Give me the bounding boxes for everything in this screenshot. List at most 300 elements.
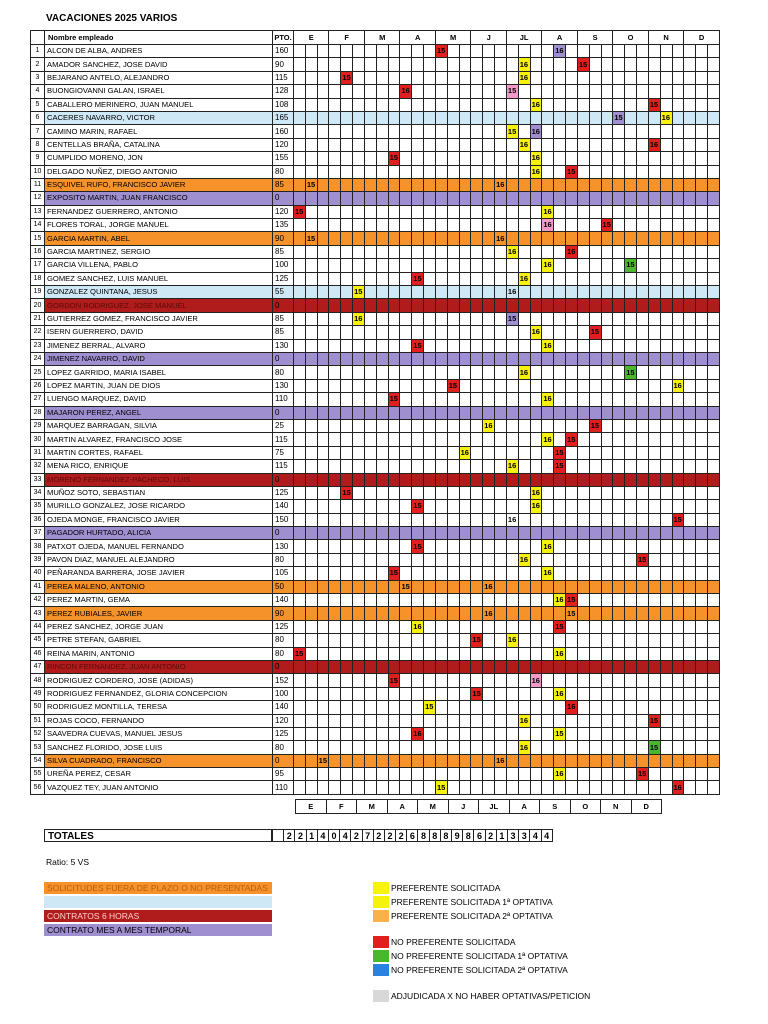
day-cell (672, 152, 684, 165)
day-cell (648, 165, 660, 178)
day-cell (483, 232, 495, 245)
day-cell (648, 754, 660, 767)
day-cell (506, 178, 518, 191)
day-cell (625, 727, 637, 740)
day-cell (376, 620, 388, 633)
day-cell (364, 85, 376, 98)
day-cell (613, 272, 625, 285)
day-cell (412, 406, 424, 419)
day-cell (483, 741, 495, 754)
day-cell (341, 674, 353, 687)
day-cell (518, 446, 530, 459)
table-row (31, 326, 720, 339)
day-cell (376, 567, 388, 580)
row-number: 13 (31, 205, 45, 218)
vacation-mark: 16 (506, 286, 518, 299)
day-cell (435, 714, 447, 727)
day-cell (707, 406, 719, 419)
day-cell (294, 674, 306, 687)
day-cell (317, 339, 329, 352)
day-cell (412, 138, 424, 151)
day-cell (601, 178, 613, 191)
day-cell (329, 768, 341, 781)
day-cell (577, 741, 589, 754)
day-cell (589, 634, 601, 647)
day-cell (364, 312, 376, 325)
day-cell (554, 701, 566, 714)
day-cell (554, 272, 566, 285)
day-cell (637, 165, 649, 178)
day-cell (707, 192, 719, 205)
day-cell (400, 379, 412, 392)
pto-value: 80 (273, 647, 294, 660)
day-cell (660, 714, 672, 727)
day-cell (684, 178, 696, 191)
day-cell (341, 85, 353, 98)
day-cell (648, 540, 660, 553)
day-cell (364, 540, 376, 553)
day-cell (648, 219, 660, 232)
day-cell (589, 299, 601, 312)
day-cell (518, 125, 530, 138)
vacation-mark: 15 (294, 205, 306, 218)
day-cell (672, 85, 684, 98)
day-cell (613, 312, 625, 325)
day-cell (364, 125, 376, 138)
day-cell (542, 178, 554, 191)
day-cell (341, 754, 353, 767)
day-cell (530, 45, 542, 58)
day-cell (353, 85, 365, 98)
vacation-mark: 16 (530, 500, 542, 513)
legend-right-label: PREFERENTE SOLICITADA (391, 883, 501, 893)
day-cell (294, 540, 306, 553)
day-cell (707, 45, 719, 58)
day-cell (589, 165, 601, 178)
day-cell (625, 125, 637, 138)
day-cell (613, 607, 625, 620)
day-cell (388, 219, 400, 232)
day-cell (696, 513, 708, 526)
day-cell (601, 567, 613, 580)
row-number: 17 (31, 259, 45, 272)
vacation-mark: 16 (672, 781, 684, 794)
day-cell (518, 513, 530, 526)
day-cell (601, 486, 613, 499)
day-cell (625, 272, 637, 285)
day-cell (648, 178, 660, 191)
day-cell (495, 58, 507, 71)
day-cell (471, 326, 483, 339)
day-cell (672, 433, 684, 446)
day-cell (376, 165, 388, 178)
table-row (31, 232, 720, 245)
vacation-mark: 15 (625, 366, 637, 379)
day-cell (376, 312, 388, 325)
day-cell (518, 299, 530, 312)
day-cell (707, 754, 719, 767)
day-cell (613, 580, 625, 593)
day-cell (684, 446, 696, 459)
row-number: 37 (31, 527, 45, 540)
day-cell (637, 178, 649, 191)
day-cell (625, 540, 637, 553)
day-cell (648, 45, 660, 58)
employee-name: JIMENEZ BERRAL, ALVARO (45, 339, 273, 352)
day-cell (294, 352, 306, 365)
day-cell (613, 620, 625, 633)
day-cell (601, 540, 613, 553)
day-cell (696, 714, 708, 727)
day-cell (506, 152, 518, 165)
day-cell (305, 781, 317, 794)
day-cell (412, 379, 424, 392)
day-cell (471, 540, 483, 553)
day-cell (376, 714, 388, 727)
day-cell (376, 594, 388, 607)
day-cell (530, 111, 542, 124)
day-cell (400, 232, 412, 245)
day-cell (577, 192, 589, 205)
day-cell (648, 312, 660, 325)
day-cell (506, 272, 518, 285)
day-cell (672, 71, 684, 84)
day-cell (554, 339, 566, 352)
day-cell (506, 259, 518, 272)
day-cell (317, 580, 329, 593)
day-cell (495, 446, 507, 459)
day-cell (707, 567, 719, 580)
day-cell (696, 245, 708, 258)
day-cell (376, 219, 388, 232)
day-cell (554, 634, 566, 647)
day-cell (435, 232, 447, 245)
day-cell (329, 192, 341, 205)
pto-value: 0 (273, 352, 294, 365)
legend-swatch (373, 964, 389, 976)
day-cell (400, 205, 412, 218)
day-cell (577, 393, 589, 406)
day-cell (400, 473, 412, 486)
row-number: 26 (31, 379, 45, 392)
header-month: M (435, 31, 470, 45)
day-cell (566, 219, 578, 232)
day-cell (589, 58, 601, 71)
footer-month: M (357, 800, 388, 814)
day-cell (447, 620, 459, 633)
day-cell (329, 419, 341, 432)
day-cell (518, 352, 530, 365)
day-cell (589, 553, 601, 566)
day-cell (589, 433, 601, 446)
day-cell (483, 45, 495, 58)
row-number: 20 (31, 299, 45, 312)
day-cell (459, 272, 471, 285)
day-cell (483, 352, 495, 365)
day-cell (495, 219, 507, 232)
day-cell (435, 138, 447, 151)
day-cell (625, 352, 637, 365)
day-cell (518, 634, 530, 647)
day-cell (341, 446, 353, 459)
day-cell (495, 620, 507, 633)
day-cell (566, 446, 578, 459)
day-cell (317, 540, 329, 553)
day-cell (376, 473, 388, 486)
day-cell (459, 607, 471, 620)
day-cell (388, 339, 400, 352)
day-cell (625, 111, 637, 124)
day-cell (341, 379, 353, 392)
vacation-mark: 16 (542, 567, 554, 580)
day-cell (447, 326, 459, 339)
day-cell (376, 259, 388, 272)
vacation-mark: 16 (483, 580, 495, 593)
day-cell (530, 714, 542, 727)
day-cell (684, 379, 696, 392)
day-cell (601, 299, 613, 312)
day-cell (684, 674, 696, 687)
day-cell (388, 620, 400, 633)
day-cell (388, 754, 400, 767)
day-cell (329, 352, 341, 365)
day-cell (625, 232, 637, 245)
day-cell (376, 152, 388, 165)
day-cell (459, 460, 471, 473)
day-cell (518, 701, 530, 714)
employee-name: AMADOR SANCHEZ, JOSE DAVID (45, 58, 273, 71)
day-cell (660, 527, 672, 540)
day-cell (672, 714, 684, 727)
table-row (31, 433, 720, 446)
day-cell (305, 741, 317, 754)
day-cell (506, 768, 518, 781)
day-cell (447, 567, 459, 580)
day-cell (447, 741, 459, 754)
day-cell (317, 98, 329, 111)
day-cell (660, 607, 672, 620)
day-cell (483, 553, 495, 566)
day-cell (506, 527, 518, 540)
day-cell (353, 553, 365, 566)
day-cell (554, 486, 566, 499)
day-cell (424, 393, 436, 406)
day-cell (613, 339, 625, 352)
day-cell (696, 727, 708, 740)
day-cell (294, 527, 306, 540)
day-cell (376, 178, 388, 191)
day-cell (495, 152, 507, 165)
day-cell (459, 393, 471, 406)
row-number: 50 (31, 701, 45, 714)
pto-value: 85 (273, 245, 294, 258)
day-cell (707, 768, 719, 781)
day-cell (660, 245, 672, 258)
day-cell (412, 714, 424, 727)
day-cell (660, 165, 672, 178)
day-cell (542, 299, 554, 312)
vacation-mark: 16 (483, 607, 495, 620)
day-cell (471, 232, 483, 245)
day-cell (400, 727, 412, 740)
pto-value: 125 (273, 727, 294, 740)
day-cell (376, 754, 388, 767)
day-cell (435, 594, 447, 607)
day-cell (577, 660, 589, 673)
day-cell (412, 754, 424, 767)
day-cell (447, 286, 459, 299)
day-cell (601, 768, 613, 781)
day-cell (459, 741, 471, 754)
day-cell (601, 419, 613, 432)
day-cell (341, 205, 353, 218)
day-cell (412, 433, 424, 446)
day-cell (589, 192, 601, 205)
day-cell (424, 125, 436, 138)
day-cell (589, 152, 601, 165)
day-cell (435, 486, 447, 499)
row-number: 36 (31, 513, 45, 526)
pto-value: 125 (273, 620, 294, 633)
day-cell (684, 245, 696, 258)
vacation-mark: 16 (554, 594, 566, 607)
day-cell (637, 58, 649, 71)
day-cell (294, 473, 306, 486)
employee-name: GORDON RODRIGUEZ, JOSE MANUEL (45, 299, 273, 312)
day-cell (660, 205, 672, 218)
day-cell (435, 727, 447, 740)
day-cell (660, 580, 672, 593)
day-cell (518, 660, 530, 673)
day-cell (341, 299, 353, 312)
day-cell (388, 165, 400, 178)
total-cell: 6 (407, 830, 418, 842)
day-cell (412, 594, 424, 607)
day-cell (294, 419, 306, 432)
day-cell (317, 58, 329, 71)
day-cell (518, 594, 530, 607)
day-cell (495, 138, 507, 151)
day-cell (696, 366, 708, 379)
day-cell (388, 460, 400, 473)
day-cell (424, 205, 436, 218)
day-cell (660, 125, 672, 138)
day-cell (613, 754, 625, 767)
day-cell (495, 205, 507, 218)
day-cell (518, 540, 530, 553)
day-cell (542, 513, 554, 526)
day-cell (613, 419, 625, 432)
day-cell (471, 620, 483, 633)
day-cell (459, 727, 471, 740)
day-cell (707, 312, 719, 325)
day-cell (495, 687, 507, 700)
day-cell (506, 553, 518, 566)
day-cell (530, 620, 542, 633)
day-cell (506, 486, 518, 499)
header-month: F (329, 31, 364, 45)
day-cell (660, 286, 672, 299)
day-cell (566, 366, 578, 379)
row-number: 55 (31, 768, 45, 781)
day-cell (506, 393, 518, 406)
day-cell (506, 71, 518, 84)
day-cell (424, 527, 436, 540)
day-cell (625, 781, 637, 794)
day-cell (684, 419, 696, 432)
day-cell (696, 553, 708, 566)
day-cell (648, 58, 660, 71)
employee-name: PEREZ SANCHEZ, JORGE JUAN (45, 620, 273, 633)
day-cell (412, 781, 424, 794)
employee-name: SANCHEZ FLORIDO, JOSE LUIS (45, 741, 273, 754)
day-cell (577, 460, 589, 473)
day-cell (388, 634, 400, 647)
table-row (31, 245, 720, 258)
day-cell (684, 352, 696, 365)
day-cell (637, 272, 649, 285)
day-cell (530, 205, 542, 218)
day-cell (435, 312, 447, 325)
day-cell (707, 138, 719, 151)
day-cell (707, 152, 719, 165)
day-cell (459, 620, 471, 633)
day-cell (601, 580, 613, 593)
vacation-mark: 16 (542, 205, 554, 218)
legend-right-label: NO PREFERENTE SOLICITADA (391, 937, 516, 947)
day-cell (364, 701, 376, 714)
day-cell (518, 647, 530, 660)
day-cell (542, 71, 554, 84)
total-cell: 2 (396, 830, 407, 842)
day-cell (317, 45, 329, 58)
day-cell (294, 245, 306, 258)
legend-swatch (373, 896, 389, 908)
day-cell (400, 366, 412, 379)
day-cell (412, 607, 424, 620)
day-cell (483, 540, 495, 553)
pto-value: 140 (273, 500, 294, 513)
day-cell (707, 111, 719, 124)
day-cell (412, 125, 424, 138)
day-cell (459, 527, 471, 540)
pto-value: 128 (273, 85, 294, 98)
day-cell (684, 500, 696, 513)
vacation-mark: 16 (518, 741, 530, 754)
day-cell (613, 178, 625, 191)
table-row (31, 85, 720, 98)
day-cell (400, 312, 412, 325)
day-cell (530, 727, 542, 740)
header-month: A (400, 31, 435, 45)
day-cell (305, 312, 317, 325)
day-cell (412, 352, 424, 365)
day-cell (388, 580, 400, 593)
day-cell (495, 352, 507, 365)
day-cell (696, 419, 708, 432)
day-cell (447, 219, 459, 232)
day-cell (435, 419, 447, 432)
day-cell (424, 714, 436, 727)
day-cell (305, 527, 317, 540)
legend-right-label: ADJUDICADA X NO HABER OPTATIVAS/PETICION (391, 991, 591, 1001)
day-cell (364, 352, 376, 365)
day-cell (353, 272, 365, 285)
day-cell (577, 527, 589, 540)
day-cell (412, 286, 424, 299)
day-cell (506, 473, 518, 486)
day-cell (554, 259, 566, 272)
